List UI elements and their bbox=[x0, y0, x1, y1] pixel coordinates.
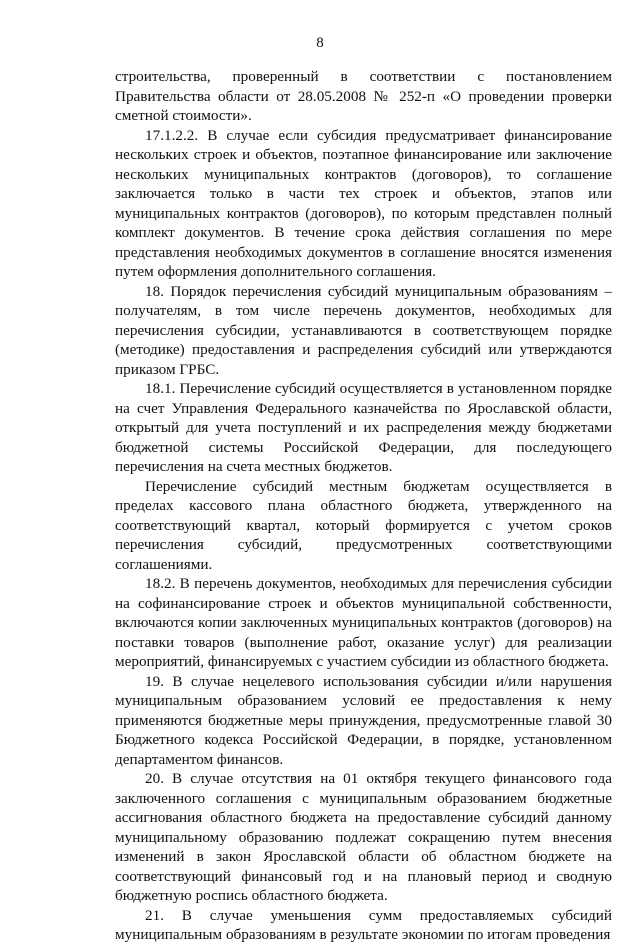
paragraph-continuation: строительства, проверенный в соответствии с постановлением Правительства области от 28.05.2008 № 252-п «О проведении проверки сметной стоимости». bbox=[115, 68, 612, 124]
document-body bbox=[115, 67, 612, 945]
paragraph-20: 20. В случае отсутствия на 01 октября текущего финансового года заключенного соглашения с муниципальным образованием бюджетные ассигнования областного бюджета на предоставление субсидий данному муниципальному образованию подлежат сокращению путем внесения изменений в закон Ярославской области об областном бюджете на соответствующий финансовый год и на плановый период и сводную бюджетную роспись областного бюджета. bbox=[115, 770, 612, 904]
paragraph-19: 19. В случае нецелевого использования субсидии и/или нарушения муниципальным образованием условий ее предоставления к нему применяются бюджетные меры принуждения, предусмотренные главой 30 Бюджетного кодекса Российской Федерации, в порядке, установленном департаментом финансов. bbox=[115, 672, 612, 768]
paragraph-18-2: 18.2. В перечень документов, необходимых для перечисления субсидии на софинансирование строек и объектов муниципальной собственности, включаются копии заключенных муниципальных контрактов (договоров) на поставки товаров (выполнение работ, оказание услуг) для реализации мероприятий, финансируемых с участием субсидии из областного бюджета. bbox=[115, 575, 612, 670]
page-number: 8 bbox=[316, 35, 324, 51]
paragraph-21: 21. В случае уменьшения сумм предоставляемых субсидий муниципальным образованиям в результате экономии по итогам проведения bbox=[115, 906, 612, 943]
paragraph-18: 18. Порядок перечисления субсидий муниципальным образованиям – получателям, в том числе перечень документов, необходимых для перечисления субсидии, устанавливаются в соответствующем порядке (методике) предоставления и распределения субсидий или утверждаются приказом ГРБС. bbox=[115, 282, 612, 378]
paragraph-18-1: 18.1. Перечисление субсидий осуществляется в установленном порядке на счет Управления Федерального казначейства по Ярославской области, открытый для учета поступлений и их распределения между бюджетами бюджетной системы Российской Федерации, для последующего перечисления на счета местных бюджетов. bbox=[115, 380, 612, 475]
paragraph-18-1-transfer: Перечисление субсидий местным бюджетам осуществляется в пределах кассового плана областного бюджета, утвержденного на соответствующий квартал, который формируется с учетом сроков перечисления субсидий, предусмотренных соответствующими соглашениями. bbox=[115, 477, 612, 573]
paragraph-17-1-2-2: 17.1.2.2. В случае если субсидия предусматривает финансирование нескольких строек и объектов, поэтапное финансирование или заключение нескольких муниципальных контрактов (договоров), то соглашение заключается только в части тех строек и объектов, этапов или муниципальных контрактов (договоров), по которым представлен полный комплект документов. В течение срока действия соглашения по мере представления необходимых документов в соглашение вносятся изменения путем оформления дополнительного соглашения. bbox=[115, 126, 612, 280]
